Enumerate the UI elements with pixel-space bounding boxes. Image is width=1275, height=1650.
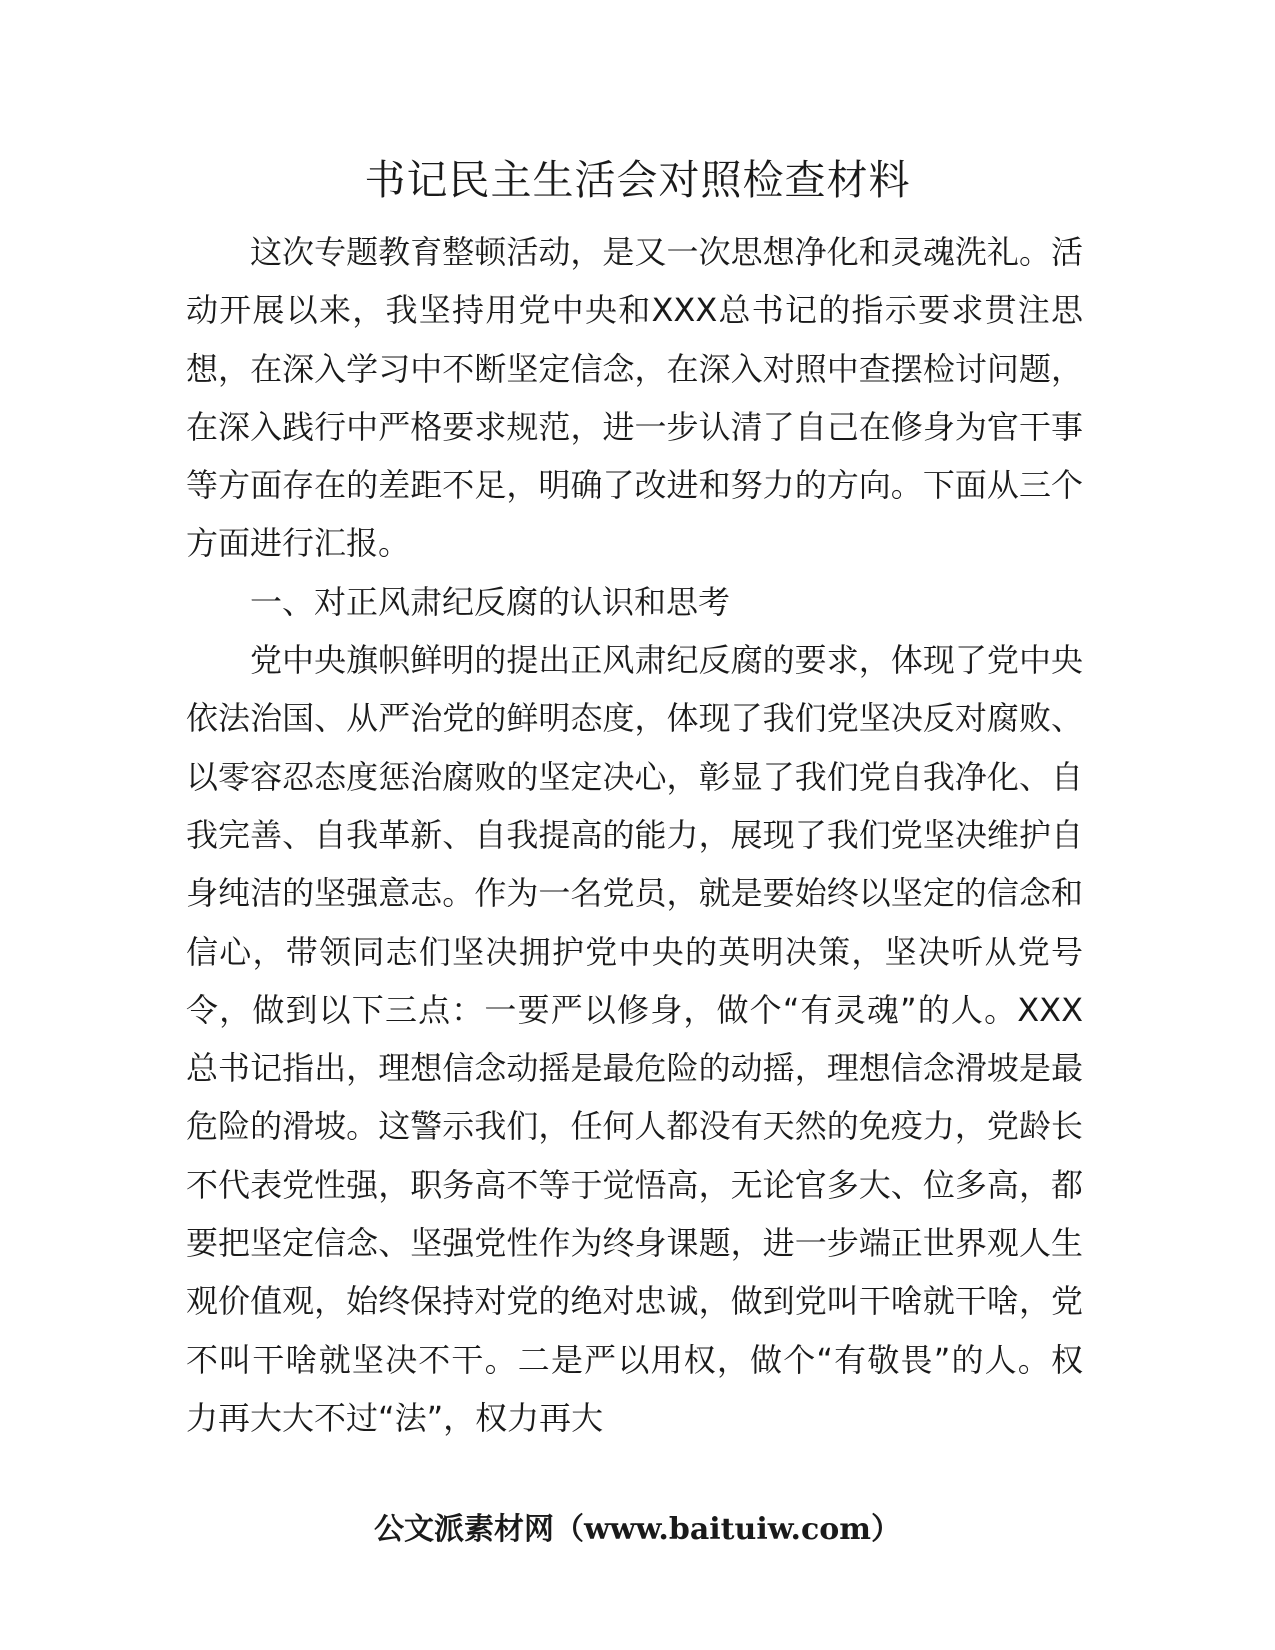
- paragraph-section-1: 党中央旗帜鲜明的提出正风肃纪反腐的要求，体现了党中央依法治国、从严治党的鲜明态度，体现了我们党坚决反对腐败、以零容忍态度惩治腐败的坚定决心，彰显了我们党自我净化、自我完善、自我革新、自我提高的能力，展现了我们党坚决维护自身纯洁的坚强意志。作为一名党员，就是要始终以坚定的信念和信心，带领同志们坚决拥护党中央的英明决策，坚决听从党号令，做到以下三点：一要严以修身，做个“有灵魂”的人。XXX总书记指出，理想信念动摇是最危险的动摇，理想信念滑坡是最危险的滑坡。这警示我们，任何人都没有天然的免疫力，党龄长不代表党性强，职务高不等于觉悟高，无论官多大、位多高，都要把坚定信念、坚强党性作为终身课题，进一步端正世界观人生观价值观，始终保持对党的绝对忠诚，做到党叫干啥就干啥，党不叫干啥就坚决不干。二是严以用权，做个“有敬畏”的人。权力再大大不过“法”，权力再大: [186, 641, 1083, 1437]
- document-body: [186, 223, 1083, 1447]
- document-title: 书记民主生活会对照检查材料: [364, 156, 911, 204]
- section-heading-1: 一、对正风肃纪反腐的认识和思考: [250, 582, 731, 621]
- paragraph-intro: 这次专题教育整顿活动，是又一次思想净化和灵魂洗礼。活动开展以来，我坚持用党中央和XXX总书记的指示要求贯注思想，在深入学习中不断坚定信念，在深入对照中查摆检讨问题，在深入践行中严格要求规范，进一步认清了自己在修身为官干事等方面存在的差距不足，明确了改进和努力的方向。下面从三个方面进行汇报。: [186, 233, 1083, 563]
- page-footer-watermark: 公文派素材网（www.baituiw.com）: [373, 1512, 902, 1547]
